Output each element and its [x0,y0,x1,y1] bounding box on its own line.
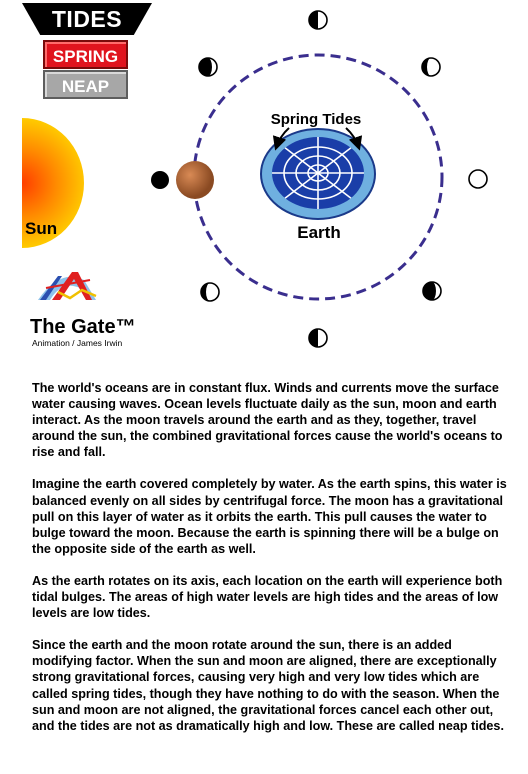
moon-phase-top-quarter-icon [309,11,327,29]
moon-phase-bottom-quarter-icon [309,329,327,347]
moon-phase-lower-right-icon [423,282,441,300]
paragraph-2: Imagine the earth covered completely by water. As the earth spins, this water is balanced evenly on all sides by centrifugal force. The moon has a gravitational pull on this layer of water as it orbits the earth. This pull causes the water to bulge toward the moon. Because the earth is spinning there will be a bulge on the opposite side of the earth as well. [32,477,507,556]
page-title: TIDES [51,6,123,32]
spring-tides-label: Spring Tides [270,111,362,128]
tides-diagram [0,0,528,370]
moon-phase-new-icon [151,171,169,189]
gate-logo-name: The Gate™ [30,316,136,338]
moon-phase-upper-right-icon [422,58,440,76]
moon-phase-upper-left-icon [199,58,217,76]
sun-label: Sun [25,219,58,238]
spring-button[interactable]: SPRING [43,40,128,69]
article-body [32,380,514,734]
moon-phase-lower-left-icon [201,283,219,301]
moon-phase-full-icon [469,170,487,188]
moon [176,161,214,199]
paragraph-3: As the earth rotates on its axis, each location on the earth will experience both tidal bulges. The areas of high water levels are high tides and the areas of low levels are low tides. [32,573,503,621]
earth-label: Earth [297,223,341,242]
paragraph-4: Since the earth and the moon rotate around the sun, there is an added modifying factor. When the sun and moon are aligned, there are exceptionally strong gravitational forces, causing very high and very low tides which are called spring tides, though they have nothing to do with the season. When the sun and moon are not aligned, the gravitational forces cancel each other out, and the tides are not as dramatically high and low. These are called neap tides. [32,638,504,733]
neap-button[interactable]: NEAP [43,70,128,99]
gate-logo-icon [38,272,96,300]
animation-credit: Animation / James Irwin [32,338,123,348]
paragraph-1: The world's oceans are in constant flux. Winds and currents move the surface water causing waves. Ocean levels fluctuate daily as the sun, moon and earth interact. As the moon travels around the earth and as they, together, travel around the sun, the combined gravitational forces cause the world's oceans to rise and fall. [32,381,503,460]
